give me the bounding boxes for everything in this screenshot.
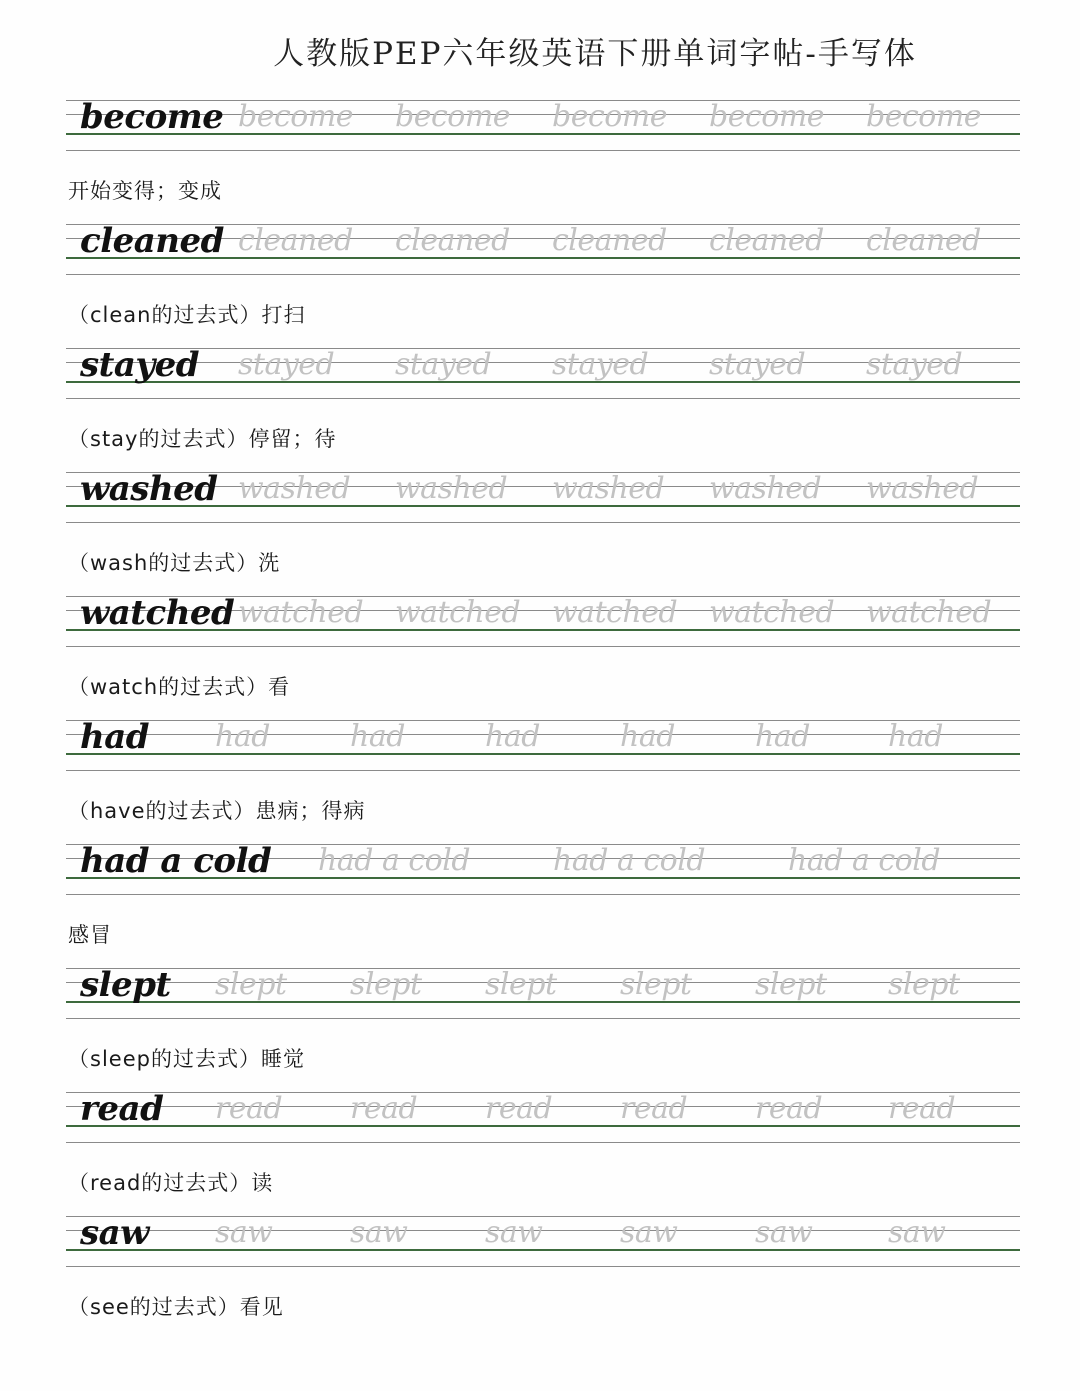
trace-word: had: [620, 719, 675, 754]
model-word: watched: [80, 593, 235, 633]
word-entry: [0, 95, 1080, 219]
trace-word: had a cold: [553, 843, 706, 878]
trace-word: become: [552, 99, 668, 134]
model-word: slept: [80, 965, 171, 1005]
trace-word: had: [350, 719, 405, 754]
word-meaning: （watch的过去式）看: [68, 675, 291, 699]
word-entry: [0, 219, 1080, 343]
trace-word: become: [395, 99, 511, 134]
trace-word: read: [755, 1091, 823, 1126]
writing-lines: [66, 1211, 1020, 1271]
trace-word: had: [888, 719, 943, 754]
trace-word: watched: [709, 595, 835, 630]
trace-word: become: [709, 99, 825, 134]
word-meaning: 感冒: [68, 923, 112, 947]
trace-word: saw: [350, 1215, 408, 1250]
trace-word: become: [866, 99, 982, 134]
trace-word: washed: [238, 471, 351, 506]
word-meaning: 开始变得；变成: [68, 179, 222, 203]
trace-word: slept: [215, 967, 287, 1002]
trace-word: slept: [888, 967, 960, 1002]
word-entry: [0, 715, 1080, 839]
word-entry: [0, 467, 1080, 591]
trace-word: cleaned: [709, 223, 824, 258]
trace-word: cleaned: [238, 223, 353, 258]
trace-word: cleaned: [866, 223, 981, 258]
trace-word: watched: [552, 595, 678, 630]
trace-word: become: [238, 99, 354, 134]
model-word: had a cold: [80, 841, 272, 881]
trace-word: washed: [395, 471, 508, 506]
model-word: become: [80, 97, 224, 137]
trace-word: stayed: [552, 347, 649, 382]
trace-word: slept: [485, 967, 557, 1002]
trace-word: slept: [620, 967, 692, 1002]
trace-word: had: [215, 719, 270, 754]
trace-word: watched: [866, 595, 992, 630]
trace-word: stayed: [238, 347, 335, 382]
trace-word: stayed: [709, 347, 806, 382]
trace-word: saw: [620, 1215, 678, 1250]
trace-word: read: [215, 1091, 283, 1126]
word-entry: [0, 1211, 1080, 1335]
model-word: read: [80, 1089, 164, 1129]
word-entry: [0, 343, 1080, 467]
model-word: washed: [80, 469, 218, 509]
trace-word: saw: [485, 1215, 543, 1250]
word-entry: [0, 1087, 1080, 1211]
trace-word: saw: [215, 1215, 273, 1250]
model-word: cleaned: [80, 221, 224, 261]
word-meaning: （see的过去式）看见: [68, 1295, 284, 1319]
trace-word: read: [620, 1091, 688, 1126]
trace-word: had: [755, 719, 810, 754]
trace-word: had: [485, 719, 540, 754]
trace-word: cleaned: [395, 223, 510, 258]
word-meaning: （stay的过去式）停留；待: [68, 427, 337, 451]
word-meaning: （have的过去式）患病；得病: [68, 799, 366, 823]
word-meaning: （wash的过去式）洗: [68, 551, 281, 575]
trace-word: stayed: [395, 347, 492, 382]
trace-word: saw: [888, 1215, 946, 1250]
trace-word: saw: [755, 1215, 813, 1250]
word-entry: [0, 591, 1080, 715]
trace-word: watched: [238, 595, 364, 630]
trace-word: watched: [395, 595, 521, 630]
trace-word: had a cold: [318, 843, 471, 878]
trace-word: cleaned: [552, 223, 667, 258]
word-meaning: （sleep的过去式）睡觉: [68, 1047, 305, 1071]
model-word: saw: [80, 1213, 149, 1253]
word-meaning: （clean的过去式）打扫: [68, 303, 306, 327]
trace-word: slept: [755, 967, 827, 1002]
trace-word: read: [888, 1091, 956, 1126]
trace-word: slept: [350, 967, 422, 1002]
trace-word: stayed: [866, 347, 963, 382]
word-meaning: （read的过去式）读: [68, 1171, 274, 1195]
page-title: 人教版PEP六年级英语下册单词字帖-手写体: [273, 36, 917, 72]
writing-lines: [66, 715, 1020, 775]
trace-word: read: [485, 1091, 553, 1126]
trace-word: had a cold: [788, 843, 941, 878]
model-word: stayed: [80, 345, 200, 385]
trace-word: washed: [552, 471, 665, 506]
trace-word: washed: [709, 471, 822, 506]
word-entry: [0, 839, 1080, 963]
trace-word: washed: [866, 471, 979, 506]
trace-word: read: [350, 1091, 418, 1126]
model-word: had: [80, 717, 150, 757]
word-entry: [0, 963, 1080, 1087]
